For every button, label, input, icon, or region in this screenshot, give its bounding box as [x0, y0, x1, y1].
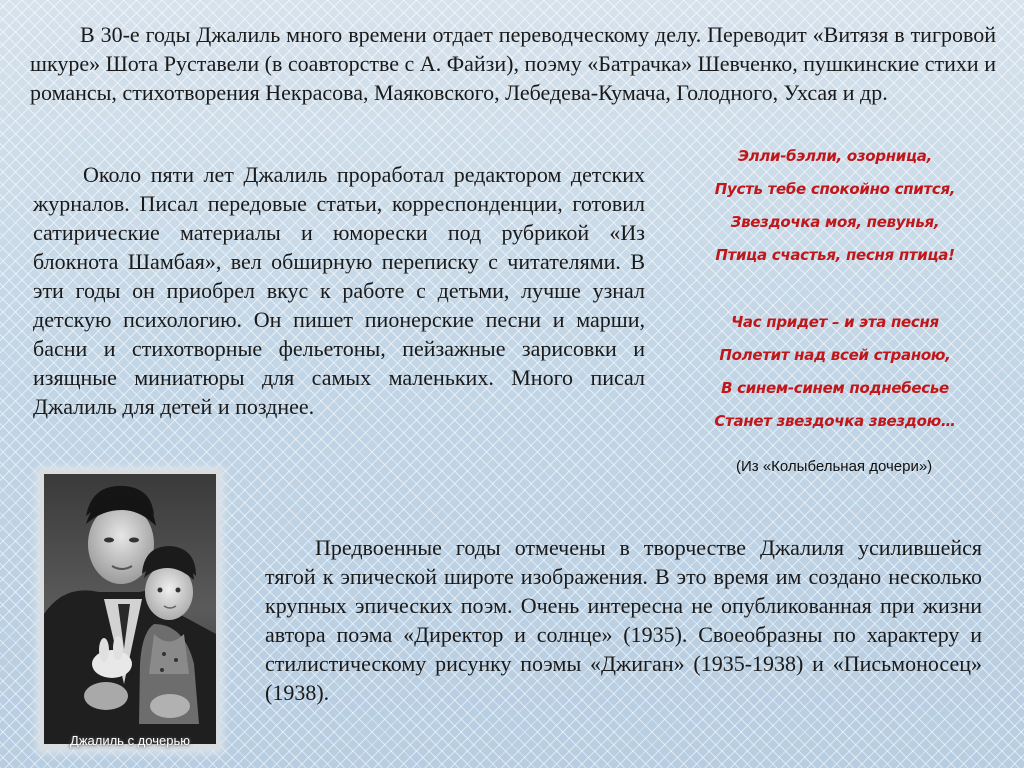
poem-source-caption: (Из «Колыбельная дочери») — [736, 458, 933, 475]
portrait-photo — [44, 474, 216, 744]
paragraph-editor-text: Около пяти лет Джалиль проработал редактором детских журналов. Писал передовые статьи, корреспонденции, готовил сатирические материалы и юморески под рубрикой «Из блокнота Шамбая», вел обширную переписку с читателями. В эти годы он приобрел вкус к работе с детьми, лучше узнал детскую психологию. Он пишет пионерские песни и марши, басни и стихотворные фельетоны, пейзажные зарисовки и изящные миниатюры для самых маленьких. Много писал Джалиль для детей и позднее. — [33, 162, 645, 419]
poem-line: В синем-синем поднебесье — [721, 379, 949, 397]
poem-line: Звездочка моя, певунья, — [730, 213, 940, 231]
poem-line: Элли-бэлли, озорница, — [737, 147, 933, 165]
poem-line: Птица счастья, песня птица! — [715, 246, 955, 264]
paragraph-translations-text: В 30-е годы Джалиль много времени отдает переводческому делу. Переводит «Витязя в тигровой шкуре» Шота Руставели (в соавторстве с А. Файзи), поэму «Батрачка» Шевченко, пушкинские стихи и романсы, стихотворения Некрасова, Маяковского, Лебедева-Кумача, Голодного, Ухсая и др. — [30, 22, 996, 105]
poem-line: Час придет – и эта песня — [731, 313, 939, 331]
paragraph-prewar-text: Предвоенные годы отмечены в творчестве Джалиля усилившейся тягой к эпической широте изображения. В это время им создано несколько крупных эпических поэм. Очень интересна не опубликованная при жизни автора поэма «Директор и солнце» (1935). Своеобразны по характеру и стилистическому рисунку поэмы «Джиган» (1935-1938) и «Письмоносец» (1938). — [265, 535, 982, 705]
poem-line: Пусть тебе спокойно спится, — [714, 180, 956, 198]
poem-block — [660, 140, 1010, 438]
paragraph-translations — [30, 20, 996, 107]
poem-line: Станет звездочка звездою… — [714, 412, 956, 430]
paragraph-prewar — [265, 533, 982, 707]
stanza-gap — [660, 272, 1010, 306]
poem-line: Полетит над всей страною, — [719, 346, 951, 364]
paragraph-editor — [33, 160, 645, 421]
photo-caption: Джалиль с дочерью — [70, 733, 190, 748]
